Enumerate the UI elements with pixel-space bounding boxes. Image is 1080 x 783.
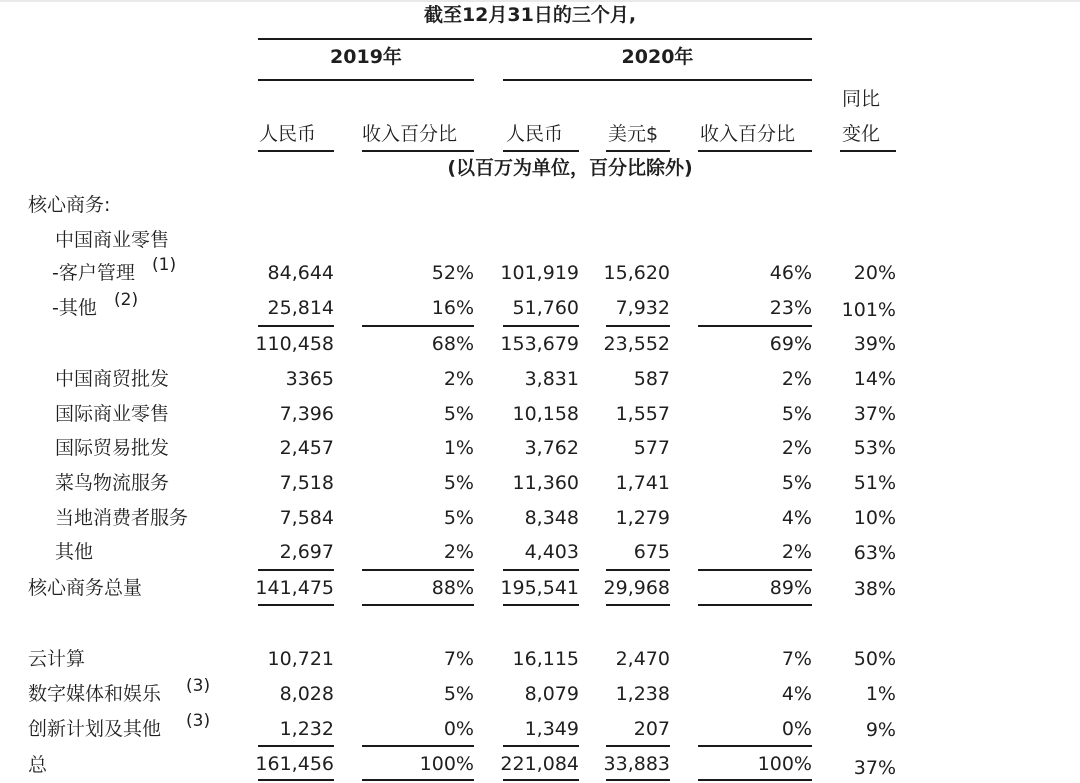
row-label: 核心商务: — [28, 194, 111, 216]
grand-total-rule — [503, 745, 579, 747]
cell-yoy: 101% — [841, 299, 896, 321]
cell-rmb-2020: 3,831 — [524, 368, 579, 390]
grand-total-rule — [258, 745, 334, 747]
cell-rmb-2019: 2,457 — [279, 437, 334, 459]
cell-rmb-2020: 4,403 — [524, 541, 579, 563]
cell-pct-2019: 2% — [443, 368, 474, 390]
cell-usd-2020: 15,620 — [603, 262, 670, 284]
row-label: 菜鸟物流服务 — [55, 472, 170, 494]
cell-rmb-2020: 8,348 — [524, 507, 579, 529]
cell-yoy: 37% — [853, 403, 896, 425]
total-rule — [362, 569, 474, 571]
subtotal-rule — [698, 325, 812, 327]
cell-pct-2020: 2% — [781, 368, 812, 390]
year-2020-rule — [503, 79, 812, 81]
cell-pct-2020: 2% — [781, 541, 812, 563]
col-rmb-2020: 人民币 — [506, 123, 564, 145]
cell-usd-2020: 7,932 — [615, 297, 670, 319]
total-rule — [503, 569, 579, 571]
row-label: 其他 — [55, 541, 94, 563]
cell-pct-2019: 7% — [443, 648, 474, 670]
cell-usd-2020: 1,557 — [615, 403, 670, 425]
cell-rmb-2019: 25,814 — [267, 297, 334, 319]
col-rule-yoy — [840, 150, 896, 152]
year-2019-rule — [258, 79, 474, 81]
row-label: 数字媒体和娱乐 — [28, 683, 162, 705]
total-underline — [258, 604, 334, 606]
cell-pct-2019: 5% — [443, 403, 474, 425]
row-label: 国际商业零售 — [55, 403, 170, 425]
col-rule-pct-2020 — [698, 150, 812, 152]
cell-usd-2020: 33,883 — [603, 753, 670, 775]
row-label: -客户管理 — [52, 262, 135, 284]
cell-yoy: 14% — [853, 368, 896, 390]
cell-pct-2020: 4% — [781, 683, 812, 705]
cell-pct-2019: 16% — [431, 297, 474, 319]
cell-rmb-2020: 195,541 — [500, 577, 579, 599]
grand-total-rule — [362, 745, 474, 747]
unit-note: (以百万为单位，百分比除外) — [447, 157, 693, 179]
row-label: 云计算 — [28, 648, 86, 670]
row-label: 核心商务总量 — [28, 577, 143, 599]
cell-rmb-2020: 153,679 — [500, 333, 579, 355]
col-usd-2020: 美元$ — [608, 123, 659, 145]
cell-yoy: 50% — [853, 648, 896, 670]
cell-usd-2020: 2,470 — [615, 648, 670, 670]
cell-pct-2019: 5% — [443, 472, 474, 494]
cell-pct-2019: 0% — [443, 718, 474, 740]
year-2020-heading: 2020年 — [621, 46, 694, 68]
row-label: 当地消费者服务 — [55, 507, 189, 529]
cell-rmb-2019: 3365 — [285, 368, 334, 390]
total-rule — [258, 569, 334, 571]
cell-usd-2020: 577 — [633, 437, 670, 459]
total-rule — [606, 569, 670, 571]
row-label: 中国商贸批发 — [55, 368, 170, 390]
cell-rmb-2019: 1,232 — [279, 718, 334, 740]
col-rule-rmb-2019 — [258, 150, 334, 152]
cell-pct-2020: 0% — [781, 718, 812, 740]
cell-rmb-2019: 7,584 — [279, 507, 334, 529]
cell-pct-2020: 2% — [781, 437, 812, 459]
cell-pct-2020: 7% — [781, 648, 812, 670]
cell-pct-2020: 100% — [757, 753, 812, 775]
cell-rmb-2019: 141,475 — [255, 577, 334, 599]
cell-pct-2020: 5% — [781, 472, 812, 494]
cell-rmb-2020: 3,762 — [524, 437, 579, 459]
cell-pct-2020: 69% — [769, 333, 812, 355]
year-2019-heading: 2019年 — [330, 46, 402, 68]
top-border — [0, 0, 1080, 2]
cell-rmb-2020: 10,158 — [512, 403, 579, 425]
row-label: 中国商业零售 — [55, 229, 170, 251]
col-rule-pct-2019 — [362, 150, 474, 152]
cell-rmb-2019: 110,458 — [255, 333, 334, 355]
subtotal-rule — [606, 325, 670, 327]
col-rule-usd-2020 — [606, 150, 670, 152]
period-heading: 截至12月31日的三个月, — [423, 4, 637, 26]
cell-rmb-2020: 221,084 — [500, 753, 579, 775]
cell-rmb-2019: 7,396 — [279, 403, 334, 425]
cell-yoy: 53% — [853, 437, 896, 459]
grand-total-underline — [606, 779, 670, 781]
cell-pct-2020: 23% — [769, 297, 812, 319]
yoy-heading-line1: 同比 — [842, 88, 881, 110]
cell-pct-2019: 88% — [431, 577, 474, 599]
cell-pct-2019: 5% — [443, 507, 474, 529]
cell-rmb-2020: 16,115 — [512, 648, 579, 670]
subtotal-rule — [503, 325, 579, 327]
cell-usd-2020: 1,741 — [615, 472, 670, 494]
cell-pct-2019: 52% — [431, 262, 474, 284]
cell-yoy: 1% — [865, 683, 896, 705]
yoy-heading-line2: 变化 — [842, 123, 881, 145]
grand-total-underline — [362, 779, 474, 781]
cell-usd-2020: 23,552 — [603, 333, 670, 355]
cell-usd-2020: 207 — [633, 718, 670, 740]
subtotal-rule — [258, 325, 334, 327]
cell-usd-2020: 1,279 — [615, 507, 670, 529]
total-underline — [503, 604, 579, 606]
cell-rmb-2019: 161,456 — [255, 753, 334, 775]
cell-yoy: 20% — [853, 262, 896, 284]
cell-yoy: 37% — [853, 757, 896, 779]
cell-yoy: 63% — [853, 542, 896, 564]
footnote-ref: (2) — [114, 290, 139, 310]
grand-total-underline — [503, 779, 579, 781]
row-label: 总 — [28, 754, 48, 776]
footnote-ref: (3) — [186, 711, 211, 731]
total-underline — [606, 604, 670, 606]
cell-rmb-2019: 8,028 — [279, 683, 334, 705]
cell-usd-2020: 675 — [633, 541, 670, 563]
cell-rmb-2020: 8,079 — [524, 683, 579, 705]
cell-rmb-2020: 11,360 — [512, 472, 579, 494]
cell-pct-2020: 5% — [781, 403, 812, 425]
col-pct-2020: 收入百分比 — [700, 123, 796, 145]
cell-pct-2019: 100% — [419, 753, 474, 775]
col-rule-rmb-2020 — [503, 150, 579, 152]
cell-pct-2019: 68% — [431, 333, 474, 355]
grand-total-rule — [606, 745, 670, 747]
footnote-ref: (1) — [152, 255, 177, 275]
grand-total-rule — [698, 745, 812, 747]
col-pct-2019: 收入百分比 — [362, 123, 458, 145]
row-label: 创新计划及其他 — [28, 718, 162, 740]
cell-pct-2020: 46% — [769, 262, 812, 284]
grand-total-underline — [698, 779, 812, 781]
cell-yoy: 10% — [853, 507, 896, 529]
cell-yoy: 51% — [853, 472, 896, 494]
cell-rmb-2019: 2,697 — [279, 541, 334, 563]
cell-usd-2020: 1,238 — [615, 683, 670, 705]
total-underline — [362, 604, 474, 606]
cell-rmb-2019: 10,721 — [267, 648, 334, 670]
total-underline — [698, 604, 812, 606]
cell-yoy: 9% — [865, 719, 896, 741]
row-label: 国际贸易批发 — [55, 437, 170, 459]
cell-pct-2020: 4% — [781, 507, 812, 529]
cell-usd-2020: 29,968 — [603, 577, 670, 599]
cell-yoy: 38% — [853, 578, 896, 600]
cell-rmb-2019: 7,518 — [279, 472, 334, 494]
subtotal-rule — [362, 325, 474, 327]
cell-rmb-2020: 1,349 — [524, 718, 579, 740]
row-label: -其他 — [52, 297, 97, 319]
footnote-ref: (3) — [186, 676, 211, 696]
cell-pct-2019: 2% — [443, 541, 474, 563]
cell-rmb-2020: 101,919 — [500, 262, 579, 284]
grand-total-underline — [258, 779, 334, 781]
cell-usd-2020: 587 — [633, 368, 670, 390]
cell-yoy: 39% — [853, 333, 896, 355]
cell-pct-2019: 5% — [443, 683, 474, 705]
cell-pct-2020: 89% — [769, 577, 812, 599]
total-rule — [698, 569, 812, 571]
cell-rmb-2020: 51,760 — [512, 297, 579, 319]
cell-pct-2019: 1% — [443, 437, 474, 459]
col-rmb-2019: 人民币 — [259, 123, 317, 145]
cell-rmb-2019: 84,644 — [267, 262, 334, 284]
period-rule — [258, 38, 812, 40]
